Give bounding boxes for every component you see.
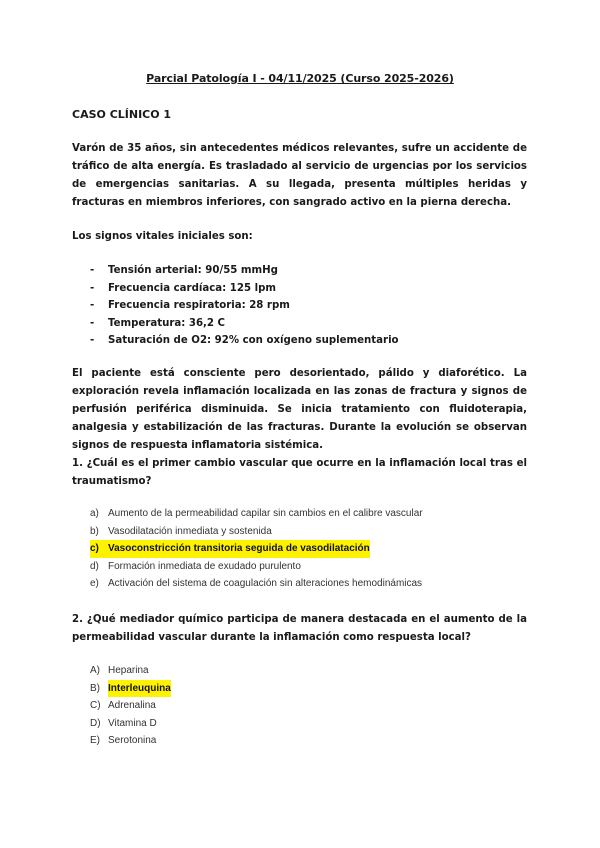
- vital-item: - Frecuencia respiratoria: 28 rpm: [90, 300, 290, 311]
- vitals-heading: Los signos vitales iniciales son:: [72, 231, 253, 242]
- option-e[interactable]: e) Activación del sistema de coagulación sin alteraciones hemodinámicas: [90, 578, 423, 590]
- vitals-list: [90, 262, 399, 350]
- question-1-options: [90, 505, 423, 593]
- vital-item: - Saturación de O2: 92% con oxígeno suplementario: [90, 335, 399, 346]
- option-b-highlighted[interactable]: B) Interleuquina: [90, 680, 171, 698]
- vital-item: - Frecuencia cardíaca: 125 lpm: [90, 282, 276, 294]
- option-b[interactable]: b) Vasodilatación inmediata y sostenida: [90, 525, 272, 537]
- vital-item: - Temperatura: 36,2 C: [90, 317, 226, 329]
- option-d[interactable]: D) Vitamina D: [90, 717, 157, 729]
- option-c[interactable]: C) Adrenalina: [90, 700, 156, 712]
- question-2: 2. ¿Qué mediador químico participa de manera destacada en el aumento de la permeabilidad vascular durante la inflamación como respuesta local?: [72, 614, 527, 643]
- vital-item: - Tensión arterial: 90/55 mmHg: [90, 265, 278, 276]
- option-e[interactable]: E) Serotonina: [90, 735, 157, 747]
- case-evolution: El paciente está consciente pero desorientado, pálido y diaforético. La exploración revela inflamación localizada en las zonas de fractura y signos de perfusión periférica disminuida. Se inicia tratamiento con fluidoterapia, analgesia y estabilización de las fracturas. Durante la evolución se observan signos de respuesta inflamatoria sistémica.: [72, 368, 527, 451]
- option-d[interactable]: d) Formación inmediata de exudado purulento: [90, 560, 301, 572]
- exam-title: Parcial Patología I - 04/11/2025 (Curso 2025-2026): [146, 72, 454, 85]
- question-1: 1. ¿Cuál es el primer cambio vascular que ocurre en la inflamación local tras el traumatismo?: [72, 458, 527, 487]
- case-title: CASO CLÍNICO 1: [72, 108, 172, 121]
- question-2-options: [90, 662, 171, 750]
- case-intro: Varón de 35 años, sin antecedentes médicos relevantes, sufre un accidente de tráfico de alta energía. Es trasladado al servicio de urgencias por los servicios de emergencias sanitarias. A su llegada, presenta múltiples heridas y fracturas en miembros inferiores, con sangrado activo en la pierna derecha.: [72, 143, 527, 208]
- option-a[interactable]: a) Aumento de la permeabilidad capilar sin cambios en el calibre vascular: [90, 508, 423, 519]
- option-c-highlighted[interactable]: c) Vasoconstricción transitoria seguida de vasodilatación: [90, 540, 423, 558]
- option-a[interactable]: A) Heparina: [90, 665, 149, 676]
